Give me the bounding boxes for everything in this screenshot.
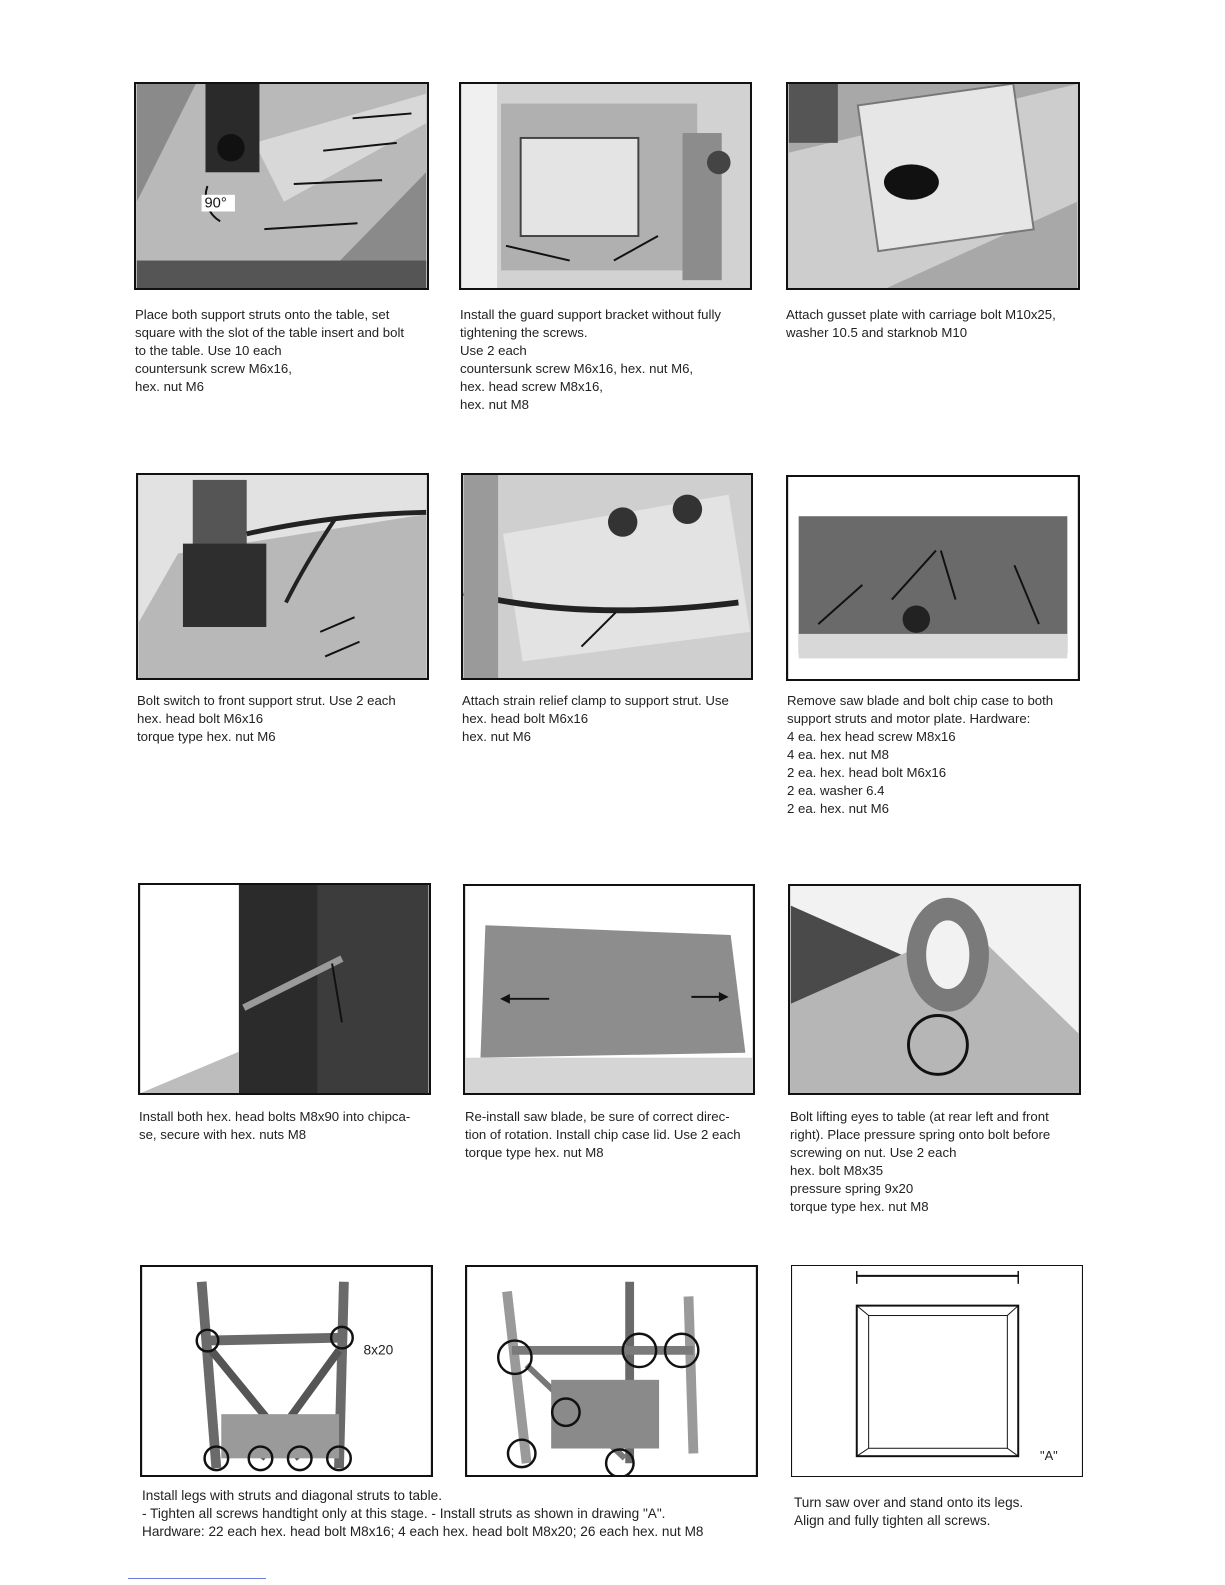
- caption-line: Turn saw over and stand onto its legs.: [794, 1495, 1024, 1510]
- step-6-photo: [786, 475, 1080, 681]
- caption-line: torque type hex. nut M8: [790, 1199, 929, 1214]
- caption-line: to the table. Use 10 each: [135, 343, 282, 358]
- step-10-photo: [140, 1265, 433, 1477]
- step-3-caption: [786, 306, 1056, 342]
- caption-line: Align and fully tighten all screws.: [794, 1513, 991, 1528]
- caption-line: torque type hex. nut M8: [465, 1145, 604, 1160]
- caption-line: tightening the screws.: [460, 325, 588, 340]
- caption-line: - Tighten all screws handtight only at this stage. - Install struts as shown in drawing "A".: [142, 1506, 666, 1521]
- caption-line: Re-install saw blade, be sure of correct direc-: [465, 1109, 730, 1124]
- step-4-caption: [137, 692, 396, 746]
- caption-line: Remove saw blade and bolt chip case to both: [787, 693, 1054, 708]
- bottom-right-caption: [794, 1494, 1023, 1530]
- step-1-photo: [134, 82, 429, 290]
- drawing-a-label: "A": [1040, 1448, 1058, 1464]
- step-6-caption: [787, 692, 1053, 818]
- caption-line: support struts and motor plate. Hardware:: [787, 711, 1031, 726]
- caption-line: hex. head bolt M6x16: [462, 711, 589, 726]
- step-3-photo: [786, 82, 1080, 290]
- caption-line: hex. bolt M8x35: [790, 1163, 884, 1178]
- step-8-photo: [463, 884, 755, 1095]
- caption-line: hex. nut M6: [135, 379, 204, 394]
- caption-line: hex. head screw M8x16,: [460, 379, 603, 394]
- step-7-caption: [139, 1108, 410, 1144]
- step-4-photo: [136, 473, 429, 680]
- caption-line: Bolt lifting eyes to table (at rear left and front: [790, 1109, 1049, 1124]
- step-8-caption: [465, 1108, 741, 1162]
- caption-line: 2 ea. washer 6.4: [787, 783, 885, 798]
- page-footer-rule: [128, 1578, 266, 1579]
- bottom-left-caption: [142, 1487, 703, 1541]
- step-1-angle-label: 90°: [204, 195, 227, 212]
- step-12-drawing: [791, 1265, 1083, 1477]
- caption-line: countersunk screw M6x16, hex. nut M6,: [460, 361, 694, 376]
- step-1-caption: [135, 306, 404, 396]
- step-5-caption: [462, 692, 729, 746]
- caption-line: Install legs with struts and diagonal struts to table.: [142, 1488, 442, 1503]
- caption-line: hex. head bolt M6x16: [137, 711, 264, 726]
- caption-line: Hardware: 22 each hex. head bolt M8x16; 4 each hex. head bolt M8x20; 26 each hex. nut M8: [142, 1524, 704, 1539]
- caption-line: Attach strain relief clamp to support strut. Use: [462, 693, 729, 708]
- caption-line: countersunk screw M6x16,: [135, 361, 292, 376]
- caption-line: square with the slot of the table insert and bolt: [135, 325, 405, 340]
- step-7-photo: [138, 883, 431, 1095]
- caption-line: 4 ea. hex. nut M8: [787, 747, 889, 762]
- caption-line: torque type hex. nut M6: [137, 729, 276, 744]
- caption-line: 4 ea. hex head screw M8x16: [787, 729, 956, 744]
- caption-line: Install the guard support bracket without fully: [460, 307, 721, 322]
- caption-line: Bolt switch to front support strut. Use 2 each: [137, 693, 396, 708]
- caption-line: pressure spring 9x20: [790, 1181, 914, 1196]
- step-11-photo: [465, 1265, 758, 1477]
- caption-line: Attach gusset plate with carriage bolt M10x25,: [786, 307, 1056, 322]
- caption-line: 2 ea. hex. nut M6: [787, 801, 889, 816]
- caption-line: Place both support struts onto the table, set: [135, 307, 390, 322]
- caption-line: right). Place pressure spring onto bolt before: [790, 1127, 1051, 1142]
- caption-line: Use 2 each: [460, 343, 527, 358]
- step-10-size-label: 8x20: [363, 1342, 394, 1358]
- step-5-photo: [461, 473, 753, 680]
- caption-line: se, secure with hex. nuts M8: [139, 1127, 307, 1142]
- caption-line: hex. nut M8: [460, 397, 529, 412]
- caption-line: washer 10.5 and starknob M10: [786, 325, 968, 340]
- caption-line: 2 ea. hex. head bolt M6x16: [787, 765, 947, 780]
- step-2-photo: [459, 82, 752, 290]
- caption-line: hex. nut M6: [462, 729, 531, 744]
- step-9-caption: [790, 1108, 1050, 1216]
- caption-line: screwing on nut. Use 2 each: [790, 1145, 957, 1160]
- caption-line: Install both hex. head bolts M8x90 into chipca-: [139, 1109, 411, 1124]
- step-9-photo: [788, 884, 1081, 1095]
- step-2-caption: [460, 306, 721, 414]
- caption-line: tion of rotation. Install chip case lid. Use 2 each: [465, 1127, 741, 1142]
